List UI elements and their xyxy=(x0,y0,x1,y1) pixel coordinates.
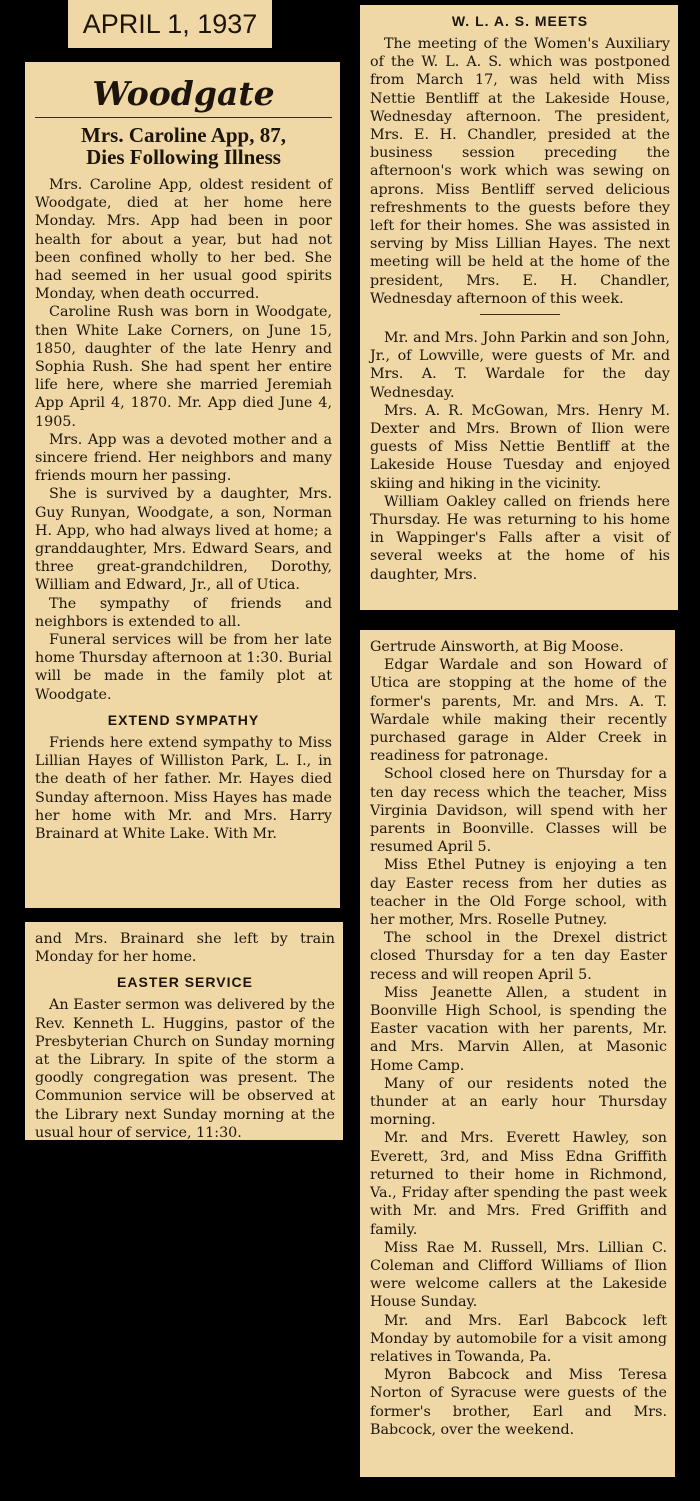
easter-heading: EASTER SERVICE xyxy=(117,974,253,991)
paragraph: Funeral services will be from her late home Thursday afternoon at 1:30. Burial will be made in the family plot at Woodgate. xyxy=(35,632,332,703)
paragraph: Mr. and Mrs. Earl Babcock left Monday by automobile for a visit among relatives in Towanda, Pa. xyxy=(370,1312,667,1365)
obituary-clipping xyxy=(25,62,340,908)
paragraph: Mrs. Caroline App, oldest resident of Woodgate, died at her home here Monday. Mrs. App had been in poor health for about a year, but had not been confined wholly to her bed. She had seemed in her usual good spirits Monday, when death occurred. xyxy=(35,177,332,303)
paragraph: The meeting of the Women's Auxiliary of the W. L. A. S. which was postponed from March 17, was held with Miss Nettie Bentliff at the Lakeside House, Wednesday afternoon. The president, Mrs. E. H. Chandler, presided at the business session preceding the afternoon's work which was sewing on aprons. Miss Bentliff served delicious refreshments to the guests before they left for their homes. She was assisted in serving by Miss Lillian Hayes. The next meeting will be held at the home of the president, Mrs. E. H. Chandler, Wednesday afternoon of this week. xyxy=(370,36,670,307)
paragraph: Miss Rae M. Russell, Mrs. Lillian C. Coleman and Clifford Williams of Ilion were welcome callers at the Lakeside House Sunday. xyxy=(370,1239,667,1311)
news-clipping xyxy=(360,630,675,1477)
paragraph: She is survived by a daughter, Mrs. Guy Runyan, Woodgate, a son, Norman H. App, who had always lived at home; a granddaughter, Mrs. Edward Sears, and three great-grandchildren, Dorothy, William and Edward, Jr., all of Utica. xyxy=(35,486,332,594)
paragraph: Miss Jeanette Allen, a student in Boonville High School, is spending the Easter vacation with her parents, Mr. and Mrs. Marvin Allen, at Masonic Home Camp. xyxy=(370,984,667,1074)
headline-line-1: Mrs. Caroline App, 87, xyxy=(81,123,286,147)
paragraph: Mr. and Mrs. John Parkin and son John, Jr., of Lowville, were guests of Mr. and Mrs. A. T. Wardale for the day Wednesday. xyxy=(370,330,670,401)
paragraph: Mrs. A. R. McGowan, Mrs. Henry M. Dexter and Mrs. Brown of Ilion were guests of Miss Nettie Bentliff at the Lakeside House Tuesday and enjoyed skiing and hiking in the vicinity. xyxy=(370,402,670,492)
paragraph: Edgar Wardale and son Howard of Utica are stopping at the home of the former's parents, Mr. and Mrs. A. T. Wardale while making their recently purchased garage in Alder Creek in readiness for patronage. xyxy=(370,657,667,765)
paragraph: Gertrude Ainsworth, at Big Moose. xyxy=(370,639,624,655)
wlas-heading: W. L. A. S. MEETS xyxy=(451,13,589,29)
paragraph: and Mrs. Brainard she left by train Monday for her home. xyxy=(35,931,335,966)
paragraph: The school in the Drexel district closed Thursday for a ten day Easter recess and will reopen April 5. xyxy=(370,930,667,983)
paragraph: The sympathy of friends and neighbors is extended to all. xyxy=(35,595,332,630)
paragraph: Many of our residents noted the thunder at an early hour Thursday morning. xyxy=(370,1075,667,1129)
date-label: APRIL 1, 1937 xyxy=(82,9,258,39)
wlas-clipping xyxy=(360,5,678,610)
paragraph: An Easter sermon was delivered by the Rev. Kenneth L. Huggins, pastor of the Presbyterian Church on Sunday morning at the Library. In spite of the storm a goodly congregation was present. The Communion service will be observed at the Library next Sunday morning at the usual hour of service, 11:30. xyxy=(35,997,335,1140)
paragraph: School closed here on Thursday for a ten day recess which the teacher, Miss Virginia Davidson, will spend with her parents in Boonville. Classes will be resumed April 5. xyxy=(370,766,667,856)
easter-clipping xyxy=(25,922,343,1140)
paragraph: Miss Ethel Putney is enjoying a ten day Easter recess from her duties as teacher in the Old Forge school, with her mother, Mrs. Roselle Putney. xyxy=(370,857,667,929)
paragraph: Myron Babcock and Miss Teresa Norton of Syracuse were guests of the former's brother, Earl and Mrs. Babcock, over the weekend. xyxy=(370,1367,667,1438)
paragraph: Caroline Rush was born in Woodgate, then White Lake Corners, on June 15, 1850, daughter of the late Henry and Sophia Rush. She had spent her entire life here, where she married Jeremiah App April 4, 1870. Mr. App died June 4, 1905. xyxy=(35,304,332,430)
paragraph: Mr. and Mrs. Everett Hawley, son Everett, 3rd, and Miss Edna Griffith returned to their home in Richmond, Va., Friday after spending the past week with Mr. and Mrs. Fred Griffith and family. xyxy=(370,1130,667,1238)
paragraph: Friends here extend sympathy to Miss Lillian Hayes of Williston Park, L. I., in the death of her father. Mr. Hayes died Sunday afternoon. Miss Hayes has made her home with Mr. and Mrs. Harry Brainard at White Lake. With Mr. xyxy=(35,734,332,842)
obituary-headline xyxy=(35,124,332,168)
headline-line-2: Dies Following Illness xyxy=(86,145,281,169)
paragraph: Mrs. App was a devoted mother and a sincere friend. Her neighbors and many friends mourn her passing. xyxy=(35,431,332,485)
sympathy-heading: EXTEND SYMPATHY xyxy=(107,711,260,728)
divider xyxy=(480,314,560,315)
date-clipping xyxy=(68,0,272,48)
divider xyxy=(35,117,332,118)
town-heading: Woodgate xyxy=(92,74,275,113)
paragraph: William Oakley called on friends here Thursday. He was returning to his home in Wappinger's Falls after a visit of several weeks at the home of his daughter, Mrs. xyxy=(370,493,670,583)
